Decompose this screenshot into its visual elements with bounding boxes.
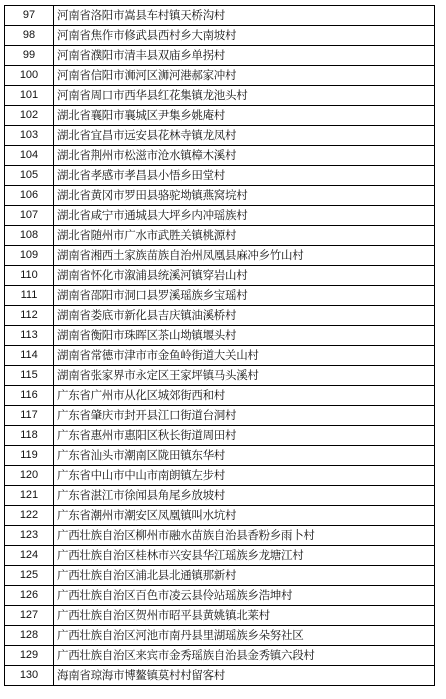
table-row (5, 206, 435, 226)
row-number-cell: 98 (5, 26, 54, 46)
village-name-cell: 河南省信阳市浉河区浉河港郝家冲村 (54, 66, 435, 86)
village-name-cell: 河南省焦作市修武县西村乡大南坡村 (54, 26, 435, 46)
table-row (5, 466, 435, 486)
village-name-cell: 湖南省张家界市永定区王家坪镇马头溪村 (54, 366, 435, 386)
table-row (5, 506, 435, 526)
village-name-cell: 湖北省孝感市孝昌县小悟乡田堂村 (54, 166, 435, 186)
row-number-cell: 108 (5, 226, 54, 246)
table-row (5, 126, 435, 146)
village-name-cell: 湖北省咸宁市通城县大坪乡内冲瑶族村 (54, 206, 435, 226)
table-row (5, 86, 435, 106)
village-name-cell: 广西壮族自治区来宾市金秀瑶族自治县金秀镇六段村 (54, 646, 435, 666)
table-row (5, 146, 435, 166)
row-number-cell: 128 (5, 626, 54, 646)
row-number-cell: 129 (5, 646, 54, 666)
row-number-cell: 116 (5, 386, 54, 406)
village-name-cell: 湖南省娄底市新化县吉庆镇油溪桥村 (54, 306, 435, 326)
village-name-cell: 湖南省常德市津市市金鱼岭街道大关山村 (54, 346, 435, 366)
row-number-cell: 107 (5, 206, 54, 226)
row-number-cell: 110 (5, 266, 54, 286)
table-body (5, 6, 435, 686)
table-row (5, 226, 435, 246)
table-row (5, 346, 435, 366)
table-row (5, 606, 435, 626)
row-number-cell: 124 (5, 546, 54, 566)
row-number-cell: 127 (5, 606, 54, 626)
village-name-cell: 广西壮族自治区桂林市兴安县华江瑶族乡龙塘江村 (54, 546, 435, 566)
village-name-cell: 广东省汕头市潮南区陇田镇东华村 (54, 446, 435, 466)
table-row (5, 286, 435, 306)
table-row (5, 406, 435, 426)
village-name-cell: 河南省洛阳市嵩县车村镇天桥沟村 (54, 6, 435, 26)
row-number-cell: 109 (5, 246, 54, 266)
village-name-cell: 海南省琼海市博鳌镇莫村村留客村 (54, 666, 435, 686)
table-row (5, 646, 435, 666)
table-row (5, 66, 435, 86)
table-row (5, 6, 435, 26)
village-name-cell: 湖北省黄冈市罗田县骆驼坳镇燕窝垸村 (54, 186, 435, 206)
row-number-cell: 126 (5, 586, 54, 606)
table-row (5, 486, 435, 506)
row-number-cell: 115 (5, 366, 54, 386)
table-row (5, 666, 435, 686)
table-row (5, 266, 435, 286)
village-name-cell: 广东省惠州市惠阳区秋长街道周田村 (54, 426, 435, 446)
village-name-cell: 广东省湛江市徐闻县角尾乡放坡村 (54, 486, 435, 506)
row-number-cell: 100 (5, 66, 54, 86)
village-name-cell: 广西壮族自治区河池市南丹县里湖瑶族乡朵努社区 (54, 626, 435, 646)
row-number-cell: 120 (5, 466, 54, 486)
village-name-cell: 湖北省宜昌市远安县花林寺镇龙凤村 (54, 126, 435, 146)
table-row (5, 186, 435, 206)
village-name-cell: 广西壮族自治区浦北县北通镇那新村 (54, 566, 435, 586)
village-name-cell: 广东省中山市中山市南朗镇左步村 (54, 466, 435, 486)
village-name-cell: 广东省肇庆市封开县江口街道台洞村 (54, 406, 435, 426)
row-number-cell: 121 (5, 486, 54, 506)
table-row (5, 166, 435, 186)
row-number-cell: 102 (5, 106, 54, 126)
village-name-cell: 湖南省衡阳市珠晖区茶山坳镇堰头村 (54, 326, 435, 346)
table-row (5, 566, 435, 586)
village-name-cell: 广东省潮州市潮安区凤凰镇叫水坑村 (54, 506, 435, 526)
village-name-cell: 河南省濮阳市清丰县双庙乡单拐村 (54, 46, 435, 66)
row-number-cell: 106 (5, 186, 54, 206)
village-name-cell: 湖南省邵阳市洞口县罗溪瑶族乡宝瑶村 (54, 286, 435, 306)
row-number-cell: 99 (5, 46, 54, 66)
table-row (5, 446, 435, 466)
table-row (5, 626, 435, 646)
row-number-cell: 119 (5, 446, 54, 466)
row-number-cell: 111 (5, 286, 54, 306)
village-name-cell: 湖北省荆州市松滋市沧水镇樟木溪村 (54, 146, 435, 166)
table-row (5, 326, 435, 346)
table-row (5, 106, 435, 126)
row-number-cell: 103 (5, 126, 54, 146)
table-row (5, 306, 435, 326)
row-number-cell: 112 (5, 306, 54, 326)
row-number-cell: 118 (5, 426, 54, 446)
village-name-cell: 广西壮族自治区柳州市融水苗族自治县香粉乡雨卜村 (54, 526, 435, 546)
village-name-cell: 湖南省湘西土家族苗族自治州凤凰县麻冲乡竹山村 (54, 246, 435, 266)
table-row (5, 46, 435, 66)
row-number-cell: 104 (5, 146, 54, 166)
table-row (5, 586, 435, 606)
row-number-cell: 114 (5, 346, 54, 366)
row-number-cell: 117 (5, 406, 54, 426)
village-name-cell: 湖北省随州市广水市武胜关镇桃源村 (54, 226, 435, 246)
table-row (5, 386, 435, 406)
table-row (5, 526, 435, 546)
table-row (5, 26, 435, 46)
row-number-cell: 97 (5, 6, 54, 26)
table-row (5, 546, 435, 566)
village-list-table (4, 5, 435, 686)
village-name-cell: 湖北省襄阳市襄城区尹集乡姚庵村 (54, 106, 435, 126)
row-number-cell: 125 (5, 566, 54, 586)
village-name-cell: 广东省广州市从化区城郊街西和村 (54, 386, 435, 406)
row-number-cell: 122 (5, 506, 54, 526)
table-row (5, 366, 435, 386)
village-name-cell: 广西壮族自治区百色市凌云县伶站瑶族乡浩坤村 (54, 586, 435, 606)
row-number-cell: 123 (5, 526, 54, 546)
table-row (5, 426, 435, 446)
village-name-cell: 湖南省怀化市溆浦县统溪河镇穿岩山村 (54, 266, 435, 286)
table-row (5, 246, 435, 266)
row-number-cell: 101 (5, 86, 54, 106)
row-number-cell: 105 (5, 166, 54, 186)
village-name-cell: 河南省周口市西华县红花集镇龙池头村 (54, 86, 435, 106)
row-number-cell: 130 (5, 666, 54, 686)
row-number-cell: 113 (5, 326, 54, 346)
village-name-cell: 广西壮族自治区贺州市昭平县黄姚镇北莱村 (54, 606, 435, 626)
